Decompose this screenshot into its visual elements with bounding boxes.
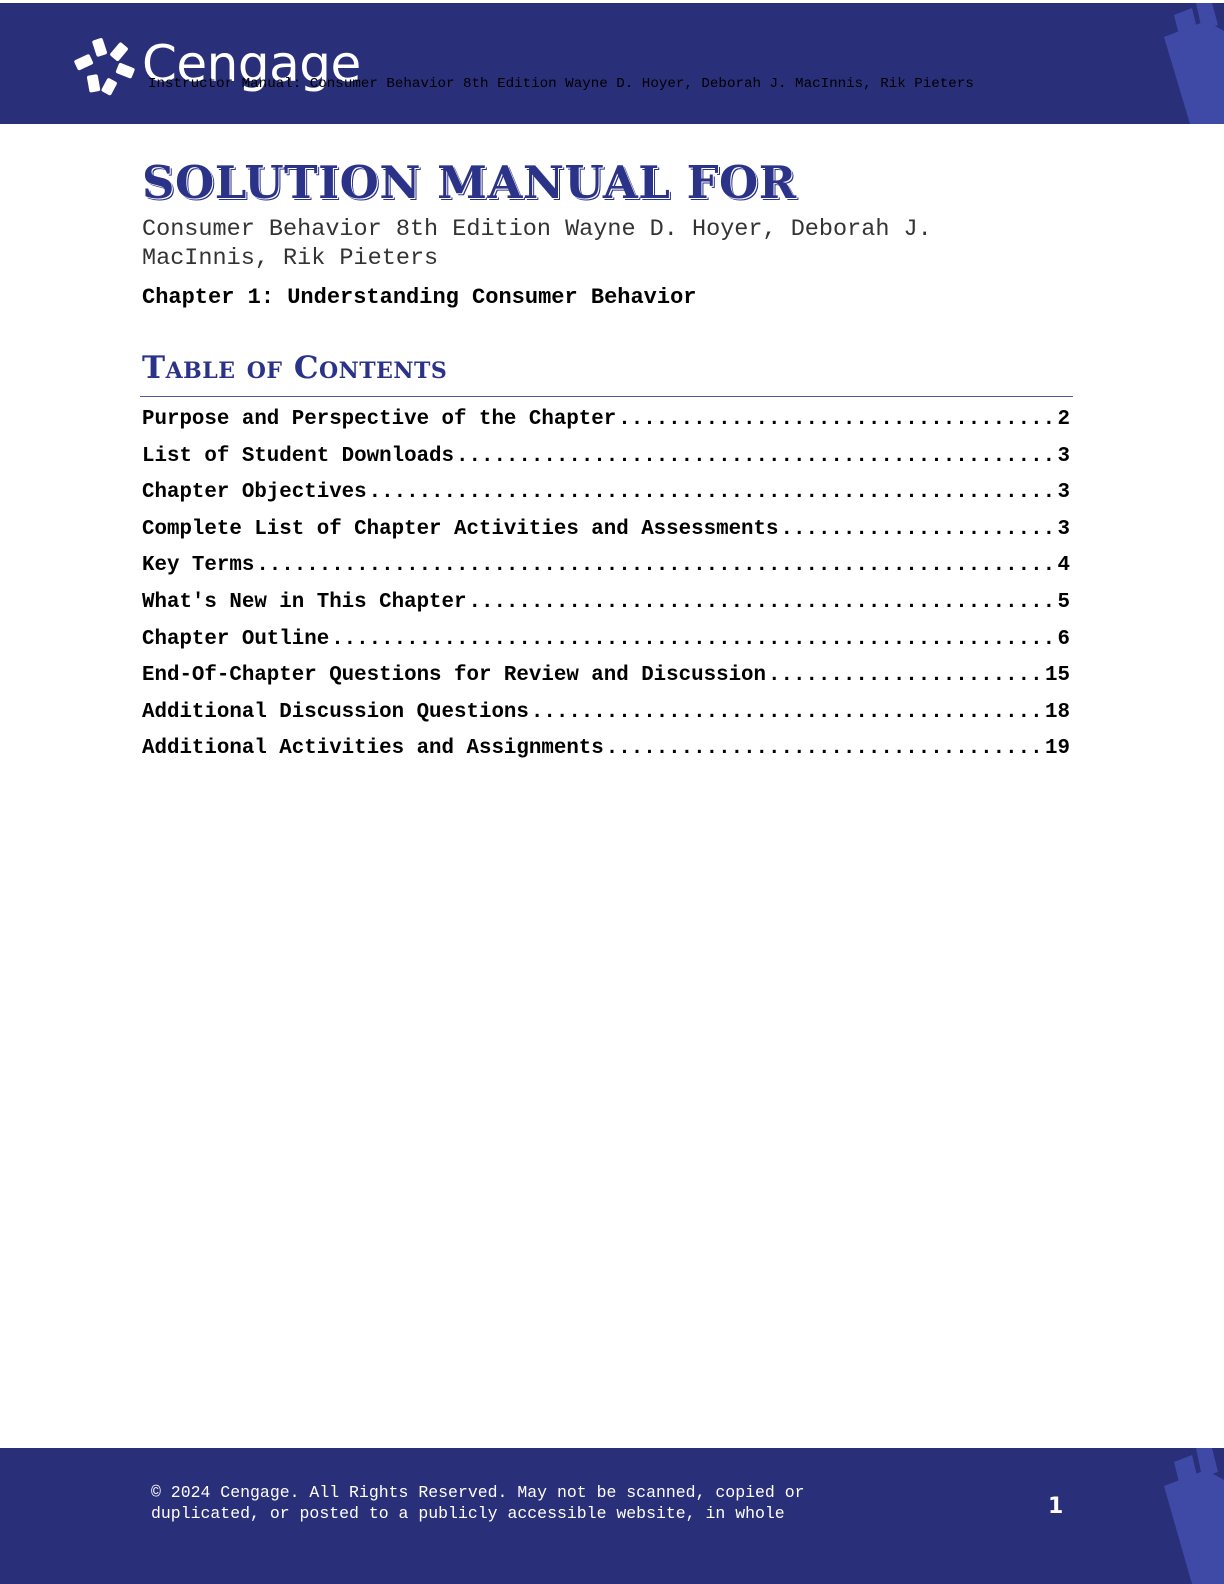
toc-divider [140, 396, 1073, 397]
toc-entry-page: 3 [1057, 481, 1070, 505]
toc-entry[interactable] [142, 554, 1070, 591]
document-title: SOLUTION MANUAL FOR [142, 156, 797, 209]
toc-entry-label: Chapter Objectives [142, 481, 367, 505]
toc-dot-leader [606, 737, 1043, 760]
toc-dot-leader [256, 554, 1055, 577]
toc-dot-leader [369, 481, 1056, 504]
toc-dot-leader [456, 445, 1056, 468]
page-number: 1 [1048, 1494, 1064, 1519]
toc-entry[interactable] [142, 701, 1070, 738]
toc-entry-label: End-Of-Chapter Questions for Review and Discussion [142, 664, 767, 688]
toc-dot-leader [331, 628, 1055, 651]
toc-dot-leader [618, 408, 1055, 431]
toc-entry-page: 19 [1045, 737, 1070, 761]
chapter-title: Chapter 1: Understanding Consumer Behavior [142, 285, 697, 310]
footer-band [0, 1448, 1224, 1584]
toc-entry[interactable] [142, 518, 1070, 555]
toc-entry-page: 3 [1057, 444, 1070, 468]
running-head: Instructor Manual: Consumer Behavior 8th Edition Wayne D. Hoyer, Deborah J. MacInnis, Rik Pieters [148, 76, 974, 92]
toc-entry-page: 4 [1057, 554, 1070, 578]
cengage-logo-icon [72, 35, 136, 97]
toc-dot-leader [531, 701, 1043, 724]
toc-entry[interactable] [142, 445, 1070, 482]
toc-entry-page: 5 [1057, 590, 1070, 614]
toc-entry[interactable] [142, 481, 1070, 518]
toc-dot-leader [781, 518, 1056, 541]
toc-entry-label: Purpose and Perspective of the Chapter [142, 408, 617, 431]
toc-entry-label: Key Terms [142, 554, 255, 578]
toc-entry[interactable] [142, 737, 1070, 774]
toc-entry-label: List of Student Downloads [142, 444, 455, 468]
toc-entry-page: 6 [1057, 627, 1070, 651]
toc-entry-page: 18 [1045, 700, 1070, 724]
toc-entry-label: Chapter Outline [142, 627, 330, 651]
copyright-notice: © 2024 Cengage. All Rights Reserved. May not be scanned, copied or duplicated, or posted to a publicly accessible website, in whole [151, 1483, 805, 1523]
corner-decoration-icon [1134, 1448, 1224, 1584]
toc-entry-label: Additional Activities and Assignments [142, 737, 604, 761]
toc-heading: Table of Contents [142, 350, 448, 386]
toc-entry-page: 2 [1057, 408, 1070, 431]
toc-entry[interactable] [142, 408, 1070, 445]
document-subtitle: Consumer Behavior 8th Edition Wayne D. Hoyer, Deborah J. MacInnis, Rik Pieters [142, 216, 932, 272]
corner-decoration-icon [1134, 3, 1224, 124]
toc-entry-label: Complete List of Chapter Activities and Assessments [142, 517, 779, 541]
toc-entry[interactable] [142, 628, 1070, 665]
header-band [0, 3, 1224, 124]
toc-entry-label: Additional Discussion Questions [142, 700, 529, 724]
toc-entry[interactable] [142, 664, 1070, 701]
toc-entry-label: What's New in This Chapter [142, 590, 467, 614]
toc-dot-leader [768, 664, 1043, 687]
toc-dot-leader [468, 591, 1055, 614]
toc-entry-page: 3 [1057, 517, 1070, 541]
table-of-contents [142, 408, 1070, 774]
toc-entry[interactable] [142, 591, 1070, 628]
toc-entry-page: 15 [1045, 664, 1070, 688]
logo-wordmark: Cengage [142, 35, 361, 93]
